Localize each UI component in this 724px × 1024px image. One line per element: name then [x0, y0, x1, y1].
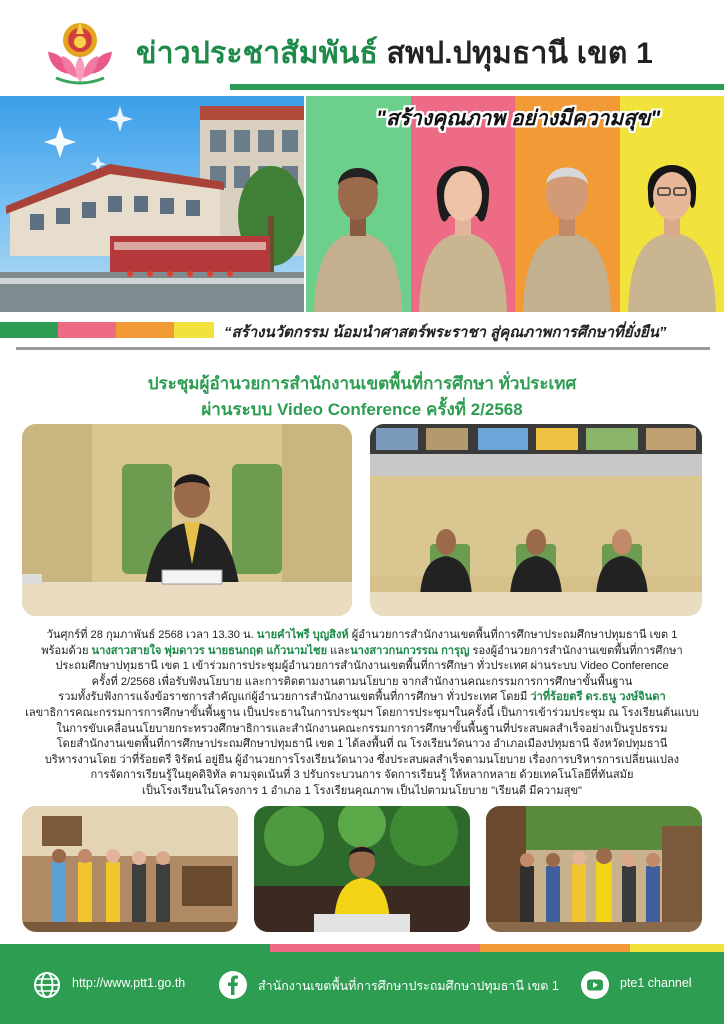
news-body-line: [22, 628, 702, 644]
news-body-line: [22, 784, 702, 800]
news-body-text: เป็นโรงเรียนในโครงการ 1 อำเภอ 1 โรงเรียนคุณภาพ เป็นไปตามนโยบาย "เรียนดี มีความสุข": [142, 784, 582, 797]
news-body-text: วันศุกร์ที่ 28 กุมภาพันธ์ 2568 เวลา 13.30 น.: [46, 629, 257, 641]
news-body-text: รองผู้อำนวยการสำนักงานเขตพื้นที่การศึกษา: [469, 644, 683, 657]
banner-slogan: "สร้างคุณภาพ อย่างมีความสุข": [376, 107, 661, 130]
color-stripe: [174, 322, 214, 338]
news-body-line: [22, 768, 702, 784]
news-body-text: ประถมศึกษาปทุมธานี เขต 1 เข้าร่วมการประชุมผู้อำนวยการสำนักงานเขตพื้นที่การศึกษา ทั่วประเทศ ผ่านระบบ Video Conference: [55, 660, 669, 673]
facebook-icon: [218, 970, 248, 1000]
person-name-highlight: นายธนกฤต แก้วนามไชย: [207, 644, 328, 657]
news-title-line1: ประชุมผู้อำนวยการสำนักงานเขตพื้นที่การศึกษา ทั่วประเทศ: [147, 374, 577, 393]
header-title-office: สพป.ปทุมธานี เขต 1: [386, 37, 654, 70]
footer: [0, 952, 724, 1024]
footer-stripe: [270, 944, 480, 952]
news-body-text: บริหารงานโดย ว่าที่ร้อยตรี จิรัตน์ อยู่ยืน ผู้อำนวยการโรงเรียนวัดนาวง ซึ่งประสบผลสำเร็จตามนโยบาย เรื่องการบริหารการเปลี่ยนแปลง: [44, 753, 680, 766]
news-body-line: [22, 690, 702, 706]
news-body-line: [22, 675, 702, 691]
color-stripe: [58, 322, 116, 338]
office-building-photo: [0, 96, 304, 312]
website-link[interactable]: http://www.ptt1.go.th: [72, 976, 186, 990]
person-name-highlight: นางสาวกนกวรรณ การุญ: [350, 644, 470, 657]
footer-stripe: [630, 944, 724, 952]
news-body-text: รวมทั้งรับฟังการแจ้งข้อราชการสำคัญแก่ผู้อำนวยการสำนักงานเขตพื้นที่การศึกษา ทั่วประเทศ โดยมี: [58, 691, 531, 704]
header: [0, 0, 724, 92]
news-body-text: การจัดการเรียนรู้ในยุคดิจิทัล ตามจุดเน้นที่ 3 ปรับกระบวนการ จัดการเรียนรู้ ให้หลากหลาย ด้วยเทคโนโลยีที่ทันสมัย: [90, 769, 634, 782]
color-stripe: [0, 322, 58, 338]
school-visit-photo-1: [22, 806, 238, 932]
header-divider: [230, 84, 724, 90]
news-body-line: [22, 753, 702, 769]
footer-stripe: [480, 944, 630, 952]
header-title-main: ข่าวประชาสัมพันธ์: [136, 37, 378, 70]
news-body-text: และ: [327, 644, 351, 657]
header-banner: [0, 96, 724, 312]
youtube-icon: [580, 970, 610, 1000]
obec-lotus-logo-icon: [42, 12, 118, 88]
youtube-channel-link[interactable]: pte1 channel: [620, 976, 692, 990]
news-body-text: พร้อมด้วย: [41, 644, 92, 657]
news-body-text: ในการขับเคลื่อนนโยบายกระทรวงศึกษาธิการและสำนักงานคณะกรรมการการศึกษาขั้นพื้นฐานที่ประสบผลสำเร็จอย่างเป็นรูปธรรม: [56, 722, 668, 735]
news-body-line: [22, 644, 702, 660]
motto-underline: [16, 347, 710, 350]
news-body-line: [22, 737, 702, 753]
news-body-text: ครั้งที่ 2/2568 เพื่อรับฟังนโยบาย และการติดตามงานตามนโยบาย จากสำนักงานคณะกรรมการการศึกษาขั้นพื้นฐาน: [91, 675, 633, 688]
news-body-line: [22, 706, 702, 722]
news-body-text: โดยสำนักงานเขตพื้นที่การศึกษาประถมศึกษาปทุมธานี เขต 1 ได้ลงพื้นที่ ณ โรงเรียนวัดนาวง อำเภอเมืองปทุมธานี จังหวัดปทุมธานี: [56, 738, 668, 751]
facebook-page-link[interactable]: สำนักงานเขตพื้นที่การศึกษาประถมศึกษาปทุมธานี เขต 1: [258, 979, 559, 993]
news-body-text: ผู้อำนวยการสำนักงานเขตพื้นที่การศึกษาประถมศึกษาปทุมธานี เขต 1: [348, 629, 678, 641]
globe-icon: [32, 970, 62, 1000]
motto-text: “สร้างนวัตกรรม น้อมนำศาสตร์พระราชา สู่คุณภาพการศึกษาที่ยั่งยืน”: [224, 324, 667, 341]
news-body-text: เลขาธิการคณะกรรมการการศึกษาขั้นพื้นฐาน เป็นประธานในการประชุมฯ โดยการประชุมฯในครั้งนี้ เป็นการเข้าร่วมประชุม ณ โรงเรียนต้นแบบ: [25, 706, 699, 719]
news-title-line2: ผ่านระบบ Video Conference ครั้งที่ 2/2568: [201, 400, 523, 419]
person-name-highlight: นายคำไพรี บุญสิงห์: [256, 629, 349, 641]
footer-stripe: [0, 944, 270, 952]
school-visit-photo-2: [254, 806, 470, 932]
school-visit-photo-3: [486, 806, 702, 932]
person-name-highlight: นางสาวสายใจ พุ่มดาวร: [91, 644, 205, 657]
news-body-line: [22, 659, 702, 675]
person-name-highlight: ว่าที่ร้อยตรี ดร.ธนู วงษ์จินดา: [530, 691, 666, 704]
footer-color-bar: [0, 944, 724, 952]
news-body: [22, 628, 702, 800]
header-title: [136, 30, 653, 77]
meeting-photo-director: [22, 424, 352, 616]
color-stripe: [116, 322, 174, 338]
video-conference-photo: [370, 424, 702, 616]
news-body-line: [22, 722, 702, 738]
